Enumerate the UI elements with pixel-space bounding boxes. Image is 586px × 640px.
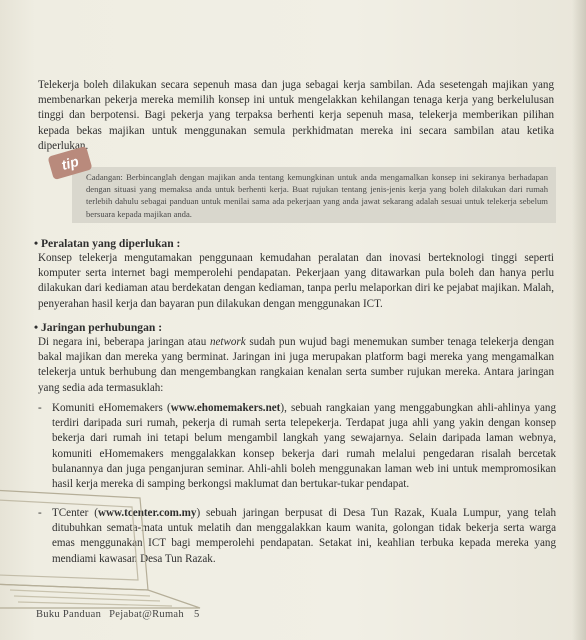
list-text-before: Komuniti eHomemakers ( (52, 402, 171, 414)
list-dash: - (38, 507, 42, 519)
equipment-paragraph: Konsep telekerja mengutamakan penggunaan kemudahan peralatan dan inovasi berteknologi tinggi seperti komputer serta internet bagi memperolehi pendapatan. Pekerjaan yang ditawarkan pula boleh dan hanya perlu dilakukan dari kediaman atau berdekatan dengan kediaman, tanpa perlu melaporkan diri ke pejabat majikan. Malah, penyerahan hasil kerja dan bayaran pun dilakukan dengan menggunakan ICT. (38, 252, 554, 310)
binding-shadow (572, 0, 586, 640)
list-text-after: ), sebuah rangkaian yang menggabungkan ahli-ahlinya yang terdiri daripada suri rumah, pekerja di rumah serta telepekerja. Terdapat juga ahli yang yakin dengan konsep bekerja dari rumah ini tetapi belum mengambil langkah yang sewajarnya. Selain daripada laman webnya, komuniti eHomemakers menggalakkan konsep bekerja dari rumah melalui pengedaran risalah bercetak bulanannya dan juga penganjuran seminar. Ahli-ahli boleh menggunakan laman web ini untuk mempromosikan hasil kerja mereka di samping berkongsi maklumat dan bertukar-tukar pendapat. (52, 402, 556, 491)
tip-badge: tip (47, 146, 92, 180)
page-footer (36, 609, 200, 620)
laptop-illustration-icon (0, 480, 230, 610)
network-text-after: sudah pun wujud bagi menemukan sumber tenaga telekerja dengan bakal majikan dan mereka yang berminat. Jaringan ini juga merupakan platform bagi mereka yang mengamalkan telekerja untuk berhubung dan mengembangkan rangkaian kenalan serta sumber rujukan mereka. Antara jaringan yang sedia ada termasuklah: (38, 336, 554, 394)
list-text-before: TCenter ( (52, 507, 98, 519)
list-item (38, 401, 556, 492)
intro-paragraph: Telekerja boleh dilakukan secara sepenuh masa dan juga sebagai kerja sambilan. Ada sesetengah majikan yang membenarkan pekerja mereka memilih konsep ini untuk mengelakkan kehilangan tenaga kerja yang berkelulusan tinggi dan berpotensi. Bagi pekerja yang terpaksa berhenti kerja sepenuh masa, telekerja memberikan pilihan kepada bekas majikan untuk menggunakan semula perkhidmatan mereka ini secara sambilan atau ketika diperlukan. (38, 79, 554, 152)
network-italic-word: network (209, 336, 246, 348)
tip-text: Cadangan: Berbincanglah dengan majikan anda tentang kemungkinan untuk anda mengamalkan konsep ini sekiranya berhadapan dengan situasi yang memaksa anda untuk berhenti kerja. Buat rujukan tentang jenis-jenis kerja yang boleh dilakukan dari rumah terlebih dahulu sebagai panduan untuk menilai sama ada pekerjaan yang anda jawat sekarang adalah sesuai untuk telekerja sebelum bersuara kepada majikan anda. (86, 172, 548, 219)
list-text-after: ) sebuah jaringan berpusat di Desa Tun Razak, Kuala Lumpur, yang telah ditubuhkan semata-mata untuk melatih dan menggalakkan kaum wanita, golongan tidak bekerja serta warga emas menggunakan ICT bagi memperolehi pendapatan. Setakat ini, keahlian terbuka kepada mereka yang mendiami kawasan Desa Tun Razak. (52, 507, 556, 565)
section-heading-network: • Jaringan perhubungan : (34, 321, 163, 334)
footer-book-label: Buku Panduan (36, 609, 102, 620)
ehomemakers-link[interactable]: www.ehomemakers.net (170, 402, 281, 414)
page-number: 5 (193, 609, 200, 620)
network-text-before: Di negara ini, beberapa jaringan atau (38, 336, 210, 348)
section-heading-equipment: • Peralatan yang diperlukan : (34, 237, 181, 250)
footer-title: Pejabat@Rumah (109, 609, 184, 620)
tcenter-link[interactable]: www.tcenter.com.my (97, 507, 197, 519)
list-dash: - (38, 402, 42, 414)
network-paragraph (38, 335, 554, 396)
